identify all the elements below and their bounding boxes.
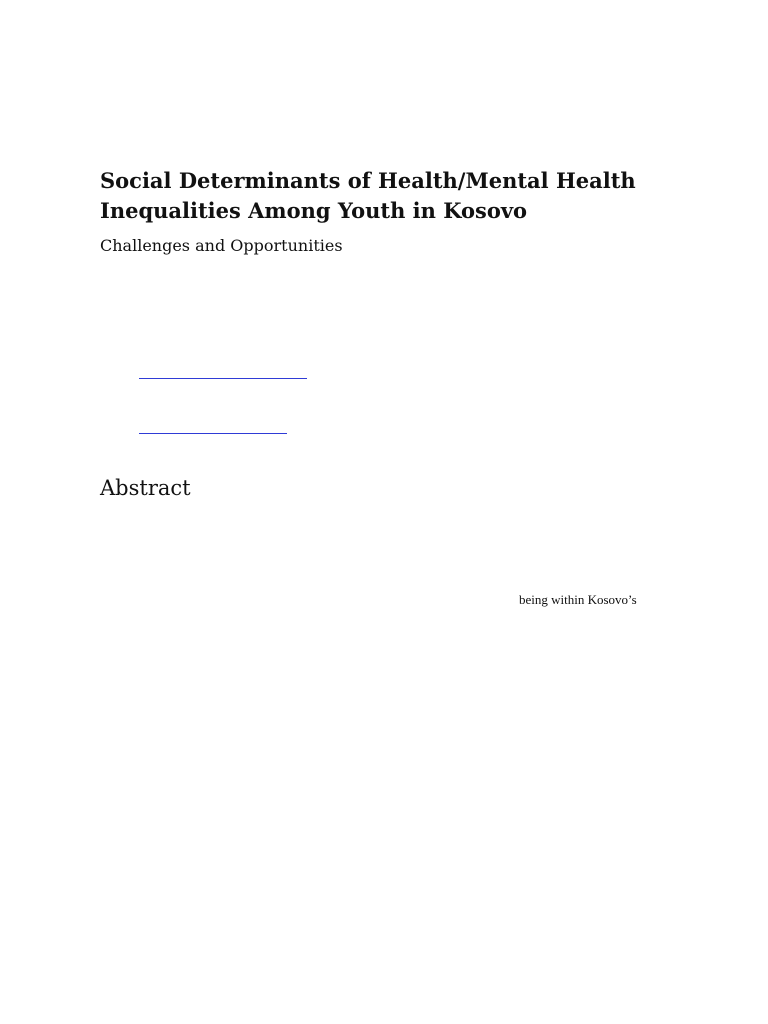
- document-subtitle: Challenges and Opportunities: [100, 236, 343, 255]
- author-link-underline-1[interactable]: [139, 378, 307, 379]
- document-title: Social Determinants of Health/Mental Health Inequalities Among Youth in Kosovo: [100, 168, 636, 223]
- author-link-underline-2[interactable]: [139, 433, 287, 434]
- abstract-text-fragment: being within Kosovo’s: [519, 592, 637, 607]
- abstract-heading: Abstract: [100, 476, 191, 500]
